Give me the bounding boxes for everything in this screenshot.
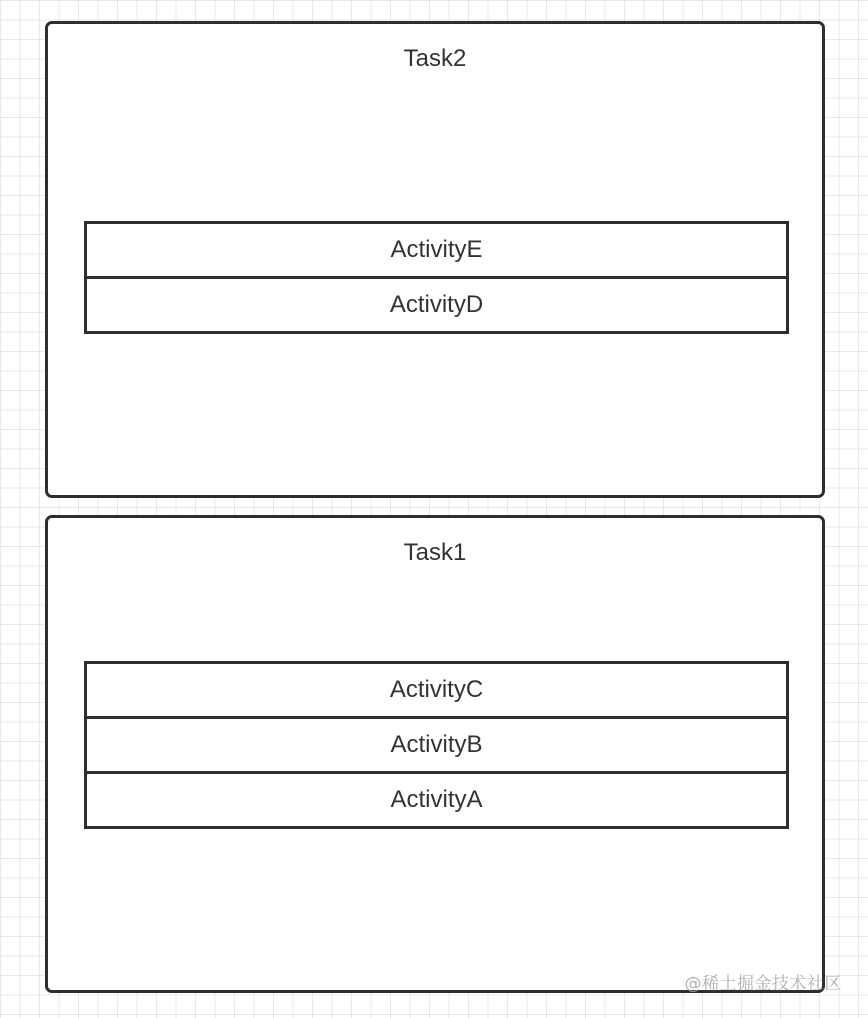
- task-box-task2: [45, 21, 825, 498]
- activity-stack: [84, 661, 789, 829]
- watermark: @稀土掘金技术社区: [684, 974, 842, 994]
- task-title: Task1: [403, 539, 467, 566]
- activity-item: ActivityA: [87, 774, 786, 829]
- activity-stack: [84, 221, 789, 334]
- activity-item: ActivityB: [87, 719, 786, 774]
- activity-item: ActivityE: [87, 224, 786, 279]
- task-title: Task2: [403, 45, 467, 72]
- task-box-task1: [45, 515, 825, 993]
- activity-item: ActivityC: [87, 664, 786, 719]
- activity-item: ActivityD: [87, 279, 786, 334]
